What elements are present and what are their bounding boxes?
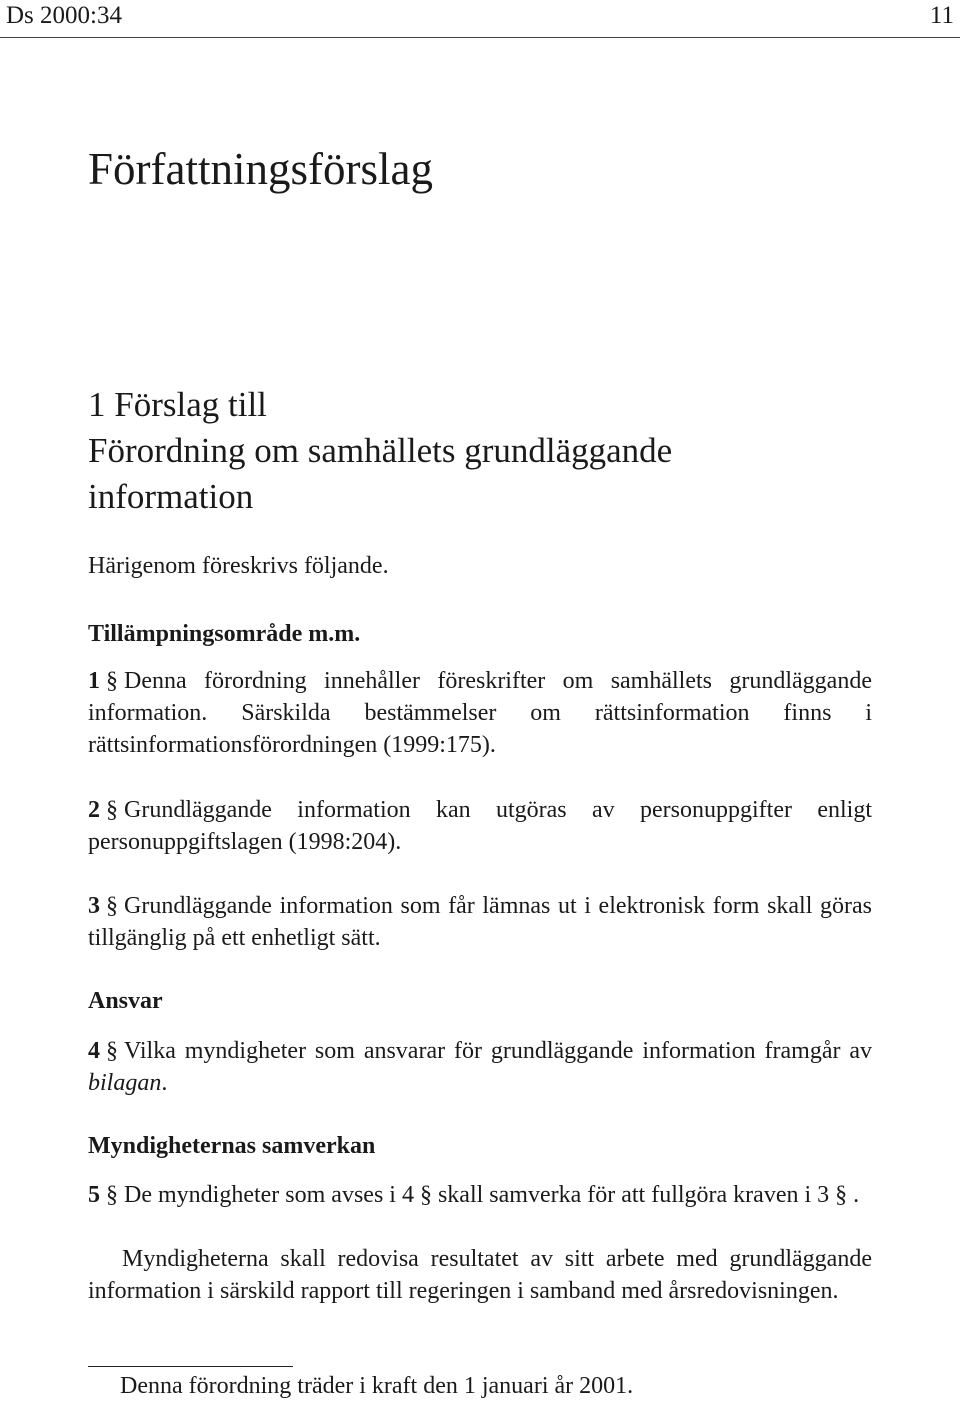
paragraph-2 bbox=[88, 794, 872, 858]
paragraph-1 bbox=[88, 665, 872, 761]
section-heading-scope: Tillämpningsområde m.m. bbox=[88, 621, 361, 647]
paragraph-number: 2 bbox=[88, 797, 100, 823]
section-sign: § bbox=[835, 1182, 848, 1208]
section-sign: § bbox=[106, 797, 118, 823]
document-id: Ds 2000:34 bbox=[6, 2, 122, 29]
section-sign: § bbox=[106, 668, 118, 694]
paragraph-number: 4 bbox=[88, 1038, 100, 1064]
page-header bbox=[0, 0, 960, 40]
paragraph-text: Vilka myndigheter som ansvarar för grundläggande information framgår av bbox=[124, 1038, 872, 1064]
proposal-title-line2: Förordning om samhällets grundläggande bbox=[88, 431, 673, 470]
paragraph-text: Grundläggande information kan utgöras av personuppgifter enligt personuppgiftslagen (1998:204). bbox=[88, 797, 872, 855]
paragraph-number: 3 bbox=[88, 893, 100, 919]
proposal-title bbox=[88, 382, 672, 520]
effective-date-note: Denna förordning träder i kraft den 1 januari år 2001. bbox=[120, 1373, 634, 1399]
section-sign: § bbox=[106, 1182, 118, 1208]
paragraph-text: Denna förordning innehåller föreskrifter om samhällets grundläggande information. Särskilda bestämmelser om rättsinformation finns i rättsinformationsförordningen (1999:175). bbox=[88, 668, 872, 758]
paragraph-text: Grundläggande information som får lämnas ut i elektronisk form skall göras tillgänglig på ett enhetligt sätt. bbox=[88, 893, 872, 951]
paragraph-text: De myndigheter som avses i 4 bbox=[124, 1182, 414, 1208]
page-number: 11 bbox=[929, 2, 954, 29]
paragraph-text: skall samverka för att fullgöra kraven i 3 bbox=[437, 1182, 830, 1208]
section-heading-responsibility: Ansvar bbox=[88, 988, 163, 1014]
paragraph-number: 5 bbox=[88, 1182, 100, 1208]
proposal-title-line3: information bbox=[88, 477, 254, 516]
section-sign: § bbox=[419, 1182, 432, 1208]
footnote-rule bbox=[88, 1366, 293, 1367]
page-title: Författningsförslag bbox=[88, 144, 433, 194]
paragraph-6: Myndigheterna skall redovisa resultatet av sitt arbete med grundläggande information i särskild rapport till regeringen i samband med årsredovisningen. bbox=[88, 1246, 872, 1304]
section-sign: § bbox=[106, 1038, 118, 1064]
italic-reference: bilagan bbox=[88, 1070, 162, 1096]
section-sign: § bbox=[106, 893, 118, 919]
paragraph-4: 4 § Vilka myndigheter som ansvarar för grundläggande information framgår av bilagan. bbox=[88, 1035, 872, 1099]
paragraph-3 bbox=[88, 890, 872, 954]
intro-text: Härigenom föreskrivs följande. bbox=[88, 553, 389, 579]
section-heading-cooperation: Myndigheternas samverkan bbox=[88, 1133, 376, 1159]
header-rule bbox=[0, 37, 960, 38]
proposal-title-line1: 1 Förslag till bbox=[88, 385, 267, 424]
paragraph-number: 1 bbox=[88, 668, 100, 694]
paragraph-5: 5 § De myndigheter som avses i 4 § skall samverka för att fullgöra kraven i 3 § . bbox=[88, 1179, 872, 1211]
